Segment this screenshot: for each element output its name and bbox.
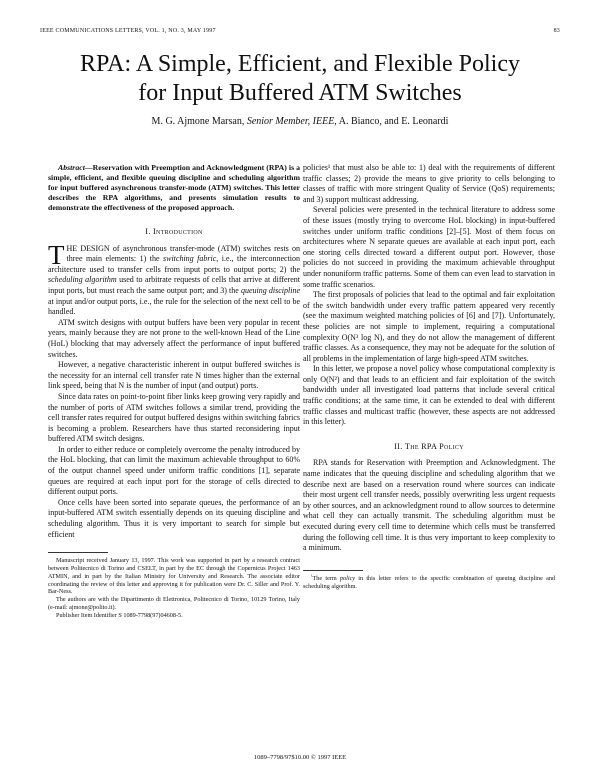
footnote-affiliation: The authors are with the Dipartimento di Elettronica, Politecnico di Torino, 10129 Torino, Italy (e-mail: ajmone@polito.it).	[48, 596, 300, 611]
right-paragraph-4: In this letter, we propose a novel policy whose computational complexity is only O(N²) and that leads to an efficient and fair exploitation of the switch bandwidth under all investigated load patterns that include several critical traffic conditions; at the same time, it can be extended to deal with different traffic classes and multicast traffic (however, these aspects are not addressed in this letter).	[303, 364, 555, 427]
section-title: The RPA Policy	[404, 441, 464, 451]
section-number: I.	[145, 227, 151, 236]
copyright-footer: 1089–7798/97$10.00 © 1997 IEEE	[253, 754, 347, 761]
footnote-identifier: Publisher Item Identifier S 1089-7798(97)04608-5.	[56, 611, 183, 619]
footnote-mark: ¹	[311, 574, 313, 580]
author-role-1: Senior Member, IEEE,	[246, 116, 337, 127]
journal-header: IEEE COMMUNICATIONS LETTERS, VOL. 1, NO. 3, MAY 1997	[40, 28, 216, 34]
title-line-2: for Input Buffered ATM Switches	[138, 80, 462, 106]
section-title: Introduction	[153, 227, 203, 236]
term-scheduling-algorithm: scheduling algorithm	[48, 275, 117, 285]
running-header	[40, 28, 560, 34]
footnote-separator	[48, 552, 108, 553]
abstract-text: Reservation with Preemption and Acknowledgment (RPA) is a simple, efficient, and flexible queuing discipline and scheduling algorithm for input buffered asynchronous transfer-mode (ATM) switches. This letter describes the RPA algorithms, and presents simulation results to demonstrate the effectiveness of the proposed approach.	[48, 163, 300, 212]
intro-p1-mid1: , i.e., the interconnection architecture used to transfer cells from input ports to output ports; 2) the	[48, 254, 301, 274]
author-line	[0, 116, 600, 127]
intro-p1-start: HE DESIGN of asynchronous transfer-mode (ATM) switches rests on three main elements: 1) the	[66, 243, 300, 264]
intro-p1-end: at input and/or output ports, i.e., the rule for the selection of the next cell to be handled.	[48, 296, 300, 317]
right-paragraph-1: policies¹ that must also be able to: 1) deal with the requirements of different traffic classes; 2) provide the means to give priority to cells belonging to classes of traffic with more stringent Quality of Service (QoS) requirements; and 3) support multicast addressing.	[303, 163, 555, 204]
abstract-label: Abstract—	[58, 163, 93, 172]
page-number: 83	[553, 28, 560, 34]
right-paragraph-3: The first proposals of policies that lead to the optimal and fair exploitation of the switch bandwidth under every traffic pattern appeared very recently (see the maximum weighted matching policies of [6] and [7]). Unfortunately, these policies are not simple to implement, requiring a computational complexity O(N³ log N), and they do not allow the management of different traffic classes. As a consequence, they may not be adequate for the solution of all problems in the implementation of large high-speed ATM switches.	[303, 290, 555, 363]
intro-p1-mid2: used to arbitrate requests of cells that arrive at different input ports, but must reach the same output port; and 3) the	[48, 275, 301, 295]
footnote-separator	[303, 570, 363, 571]
right-paragraph-2: Several policies were presented in the technical literature to address some of these issues (mostly trying to overcome HoL blocking) in input-buffered switches under uniform traffic conditions [2]–[5]. Most of them focus on architectures where N separate queues are available at each input port, each one storing cells directed toward a different output port. However, those policies do not succeed in providing the maximum achievable throughput under nonuniform traffic patterns. Some of them can even lead to starvation in some traffic scenarios.	[303, 205, 555, 289]
paper-title	[0, 50, 600, 108]
left-column	[48, 163, 300, 620]
term-switching-fabric: switching fabric	[163, 254, 217, 264]
section-heading-rpa-policy	[303, 442, 555, 453]
intro-paragraph-5: In order to either reduce or completely overcome the penalty introduced by the HoL blocking, that can limit the maximum achievable throughput to 60% of the output channel speed under uniform traffic conditions [1], separate queues are required at each input port for the storage of cells directed to different output ports.	[48, 444, 300, 497]
intro-paragraph-4: Since data rates on point-to-point fiber links keep growing very rapidly and the number of ports of ATM switches follows a similar trend, providing the cell transfer rates required for output buffered designs within switching fabrics is becoming a problem. Researchers have thus started reconsidering input buffered ATM switch designs.	[48, 391, 300, 444]
intro-paragraph-1	[48, 239, 301, 318]
author-names-rest: A. Bianco, and E. Leonardi	[338, 116, 449, 127]
footnote-term: policy	[339, 574, 356, 582]
title-line-1: RPA: A Simple, Efficient, and Flexible Policy	[79, 51, 520, 77]
section-heading-introduction	[48, 227, 300, 238]
intro-paragraph-3: However, a negative characteristic inherent in output buffered switches is the necessity for an internal cell transfer rate N times higher than the external link speed, being that N is the number of input (and output) ports.	[48, 360, 300, 391]
intro-paragraph-6: Once cells have been sorted into separate queues, the performance of an input-buffered ATM switch essentially depends on its queuing discipline and scheduling algorithm. Thus it is very important to search for simple but efficient	[48, 497, 300, 539]
footnote-policy	[303, 575, 555, 591]
section-number: II.	[394, 441, 403, 451]
right-column	[303, 163, 555, 590]
footnote-manuscript: Manuscript received January 13, 1997. This work was supported in part by a research contract between Politecnico di Torino and CSELT, in part by the EC through the Copernicus Project 1463 ATMIN, and in part by the Italian Ministry for University and Research. The associate editor coordinating the review of this letter and approving it for publication were Dr. C. Siller and Prof. Y. Bar-Ness.	[48, 557, 300, 596]
footnote-text-end: in this letter refers to the specific combination of queuing discipline and scheduling algorithm.	[303, 574, 556, 590]
rpa-paragraph-1: RPA stands for Reservation with Preemption and Acknowledgment. The name indicates that the queuing discipline and scheduling algorithm that we describe next are based on a reservation round where sources can indicate their most urgent cell transfer needs, possibly overwriting less urgent requests by other sources, and an acknowledgment round to allow sources to determine what cell they can actually transmit. The scheduling algorithm must be executed during every cell time to determine which cells must be transferred during the following cell time. It is thus very important to keep complexity to a minimum.	[303, 458, 555, 553]
intro-paragraph-2: ATM switch designs with output buffers have been very popular in recent years, mainly because they are not prone to the well-known Head of the Line (HoL) blocking that may adversely affect the performance of input buffered switches.	[48, 317, 300, 359]
footnote-text-start: The term	[312, 574, 337, 582]
abstract	[48, 163, 300, 213]
drop-cap: T	[48, 239, 65, 270]
term-queuing-discipline: queuing discipline	[240, 285, 301, 295]
author-name-1: M. G. Ajmone Marsan,	[151, 116, 245, 127]
